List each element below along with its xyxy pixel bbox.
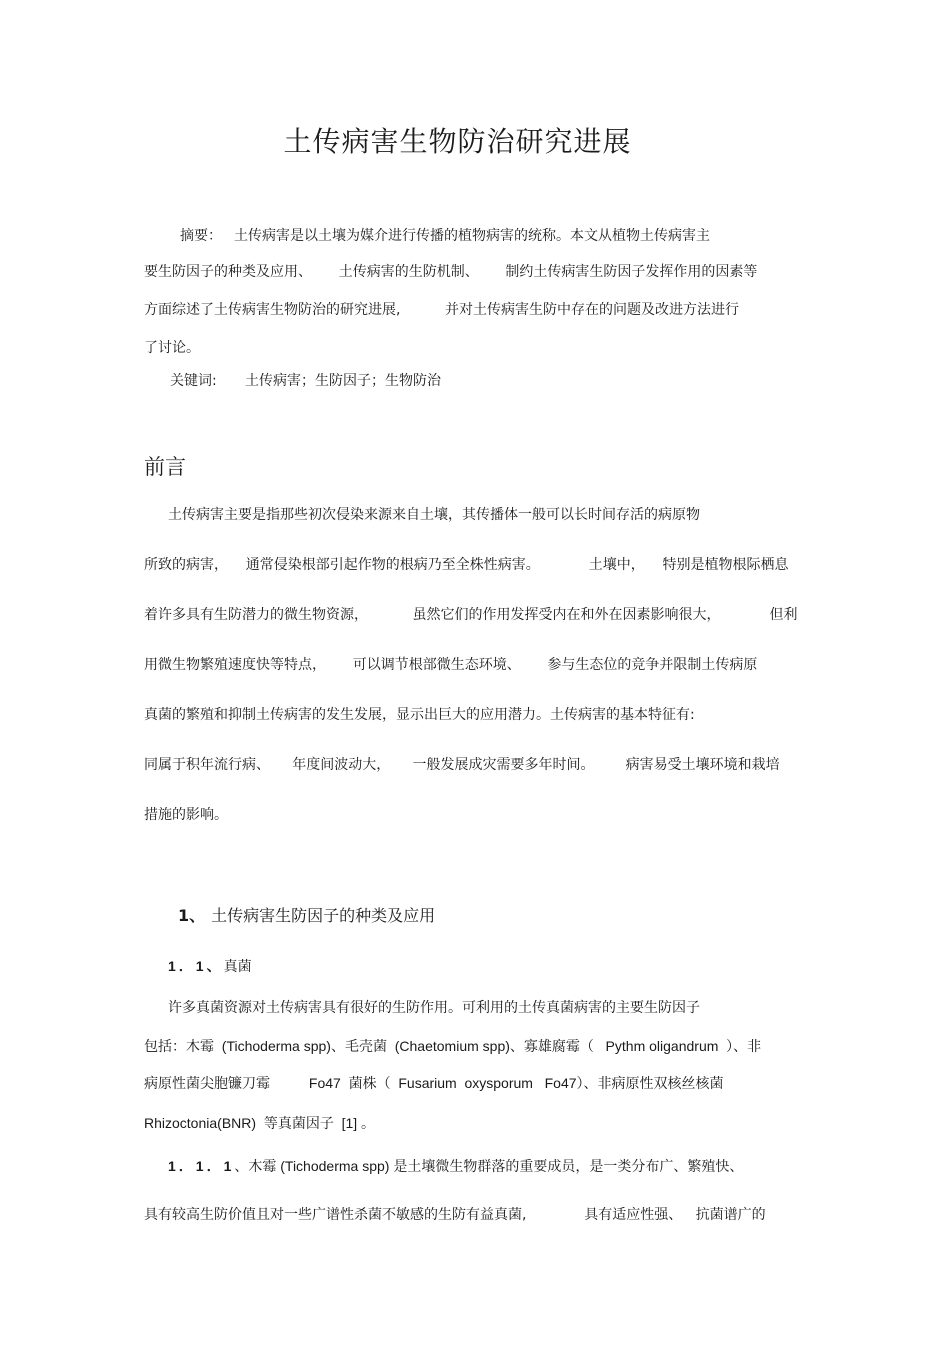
section-title: 土传病害生防因子的种类及应用	[211, 906, 436, 925]
preface-heading: 前言	[144, 455, 186, 479]
preface-line: 真菌的繁殖和抑制土传病害的发生发展，显示出巨大的应用潜力。土传病害的基本特征有:	[144, 707, 695, 723]
keywords-label: 关键词:	[170, 373, 217, 389]
abstract-line: 方面综述了土传病害生物防治的研究进展, 并对土传病害生防中存在的问题及改进方法进行	[144, 302, 739, 318]
body-line: 病原性菌尖胞镰刀霉 Fo47 菌株（ Fusarium oxysporum Fo47）、非病原性双核丝核菌	[144, 1075, 724, 1091]
page-title: 土传病害生物防治研究进展	[283, 125, 632, 158]
subsubsection-line	[168, 1157, 743, 1175]
preface-line: 着许多具有生防潜力的微生物资源， 虽然它们的作用发挥受内在和外在因素影响很大， 但利	[144, 607, 798, 623]
keywords-value: 土传病害；生防因子；生物防治	[245, 373, 441, 389]
section-number: 1、	[178, 906, 206, 925]
body-line: 具有较高生防价值且对一些广谱性杀菌不敏感的生防有益真菌, 具有适应性强、 抗菌谱广的	[144, 1207, 766, 1223]
subsection-number: 1．1、	[168, 958, 224, 974]
abstract-label: 摘要：	[180, 228, 222, 244]
preface-line: 所致的病害， 通常侵染根部引起作物的根病乃至全株性病害。 土壤中， 特别是植物根际栖息	[144, 557, 789, 573]
body-line: 包括：木霉 (Tichoderma spp)、毛壳菌 (Chaetomium spp)、寡雄腐霉（ Pythm oligandrum ）、非	[144, 1038, 762, 1054]
subsection-title: 真菌	[223, 959, 252, 975]
abstract-line: 土传病害是以土壤为媒介进行传播的植物病害的统称。本文从植物土传病害主	[234, 228, 710, 244]
body-line: 许多真菌资源对土传病害具有很好的生防作用。可利用的土传真菌病害的主要生防因子	[168, 1000, 700, 1016]
preface-line: 土传病害主要是指那些初次侵染来源来自土壤，其传播体一般可以长时间存活的病原物	[168, 507, 700, 523]
preface-line: 措施的影响。	[144, 807, 228, 823]
body-line: Rhizoctonia(BNR) 等真菌因子 [1] 。	[144, 1115, 376, 1131]
abstract-line: 了讨论。	[144, 340, 200, 356]
subsubsection-number: 1．1．1	[168, 1158, 235, 1174]
preface-line: 同属于积年流行病、 年度间波动大， 一般发展成灾需要多年时间。 病害易受土壤环境和栽培	[144, 757, 780, 773]
subsubsection-text: 、木霉 (Tichoderma spp) 是土壤微生物群落的重要成员，是一类分布广、繁殖快、	[234, 1158, 744, 1174]
preface-line: 用微生物繁殖速度快等特点， 可以调节根部微生态环境、 参与生态位的竞争并限制土传病原	[144, 657, 758, 673]
section-heading	[178, 905, 435, 927]
abstract-line: 要生防因子的种类及应用、 土传病害的生防机制、 制约土传病害生防因子发挥作用的因素等	[144, 264, 758, 280]
subsection-heading	[168, 957, 252, 976]
